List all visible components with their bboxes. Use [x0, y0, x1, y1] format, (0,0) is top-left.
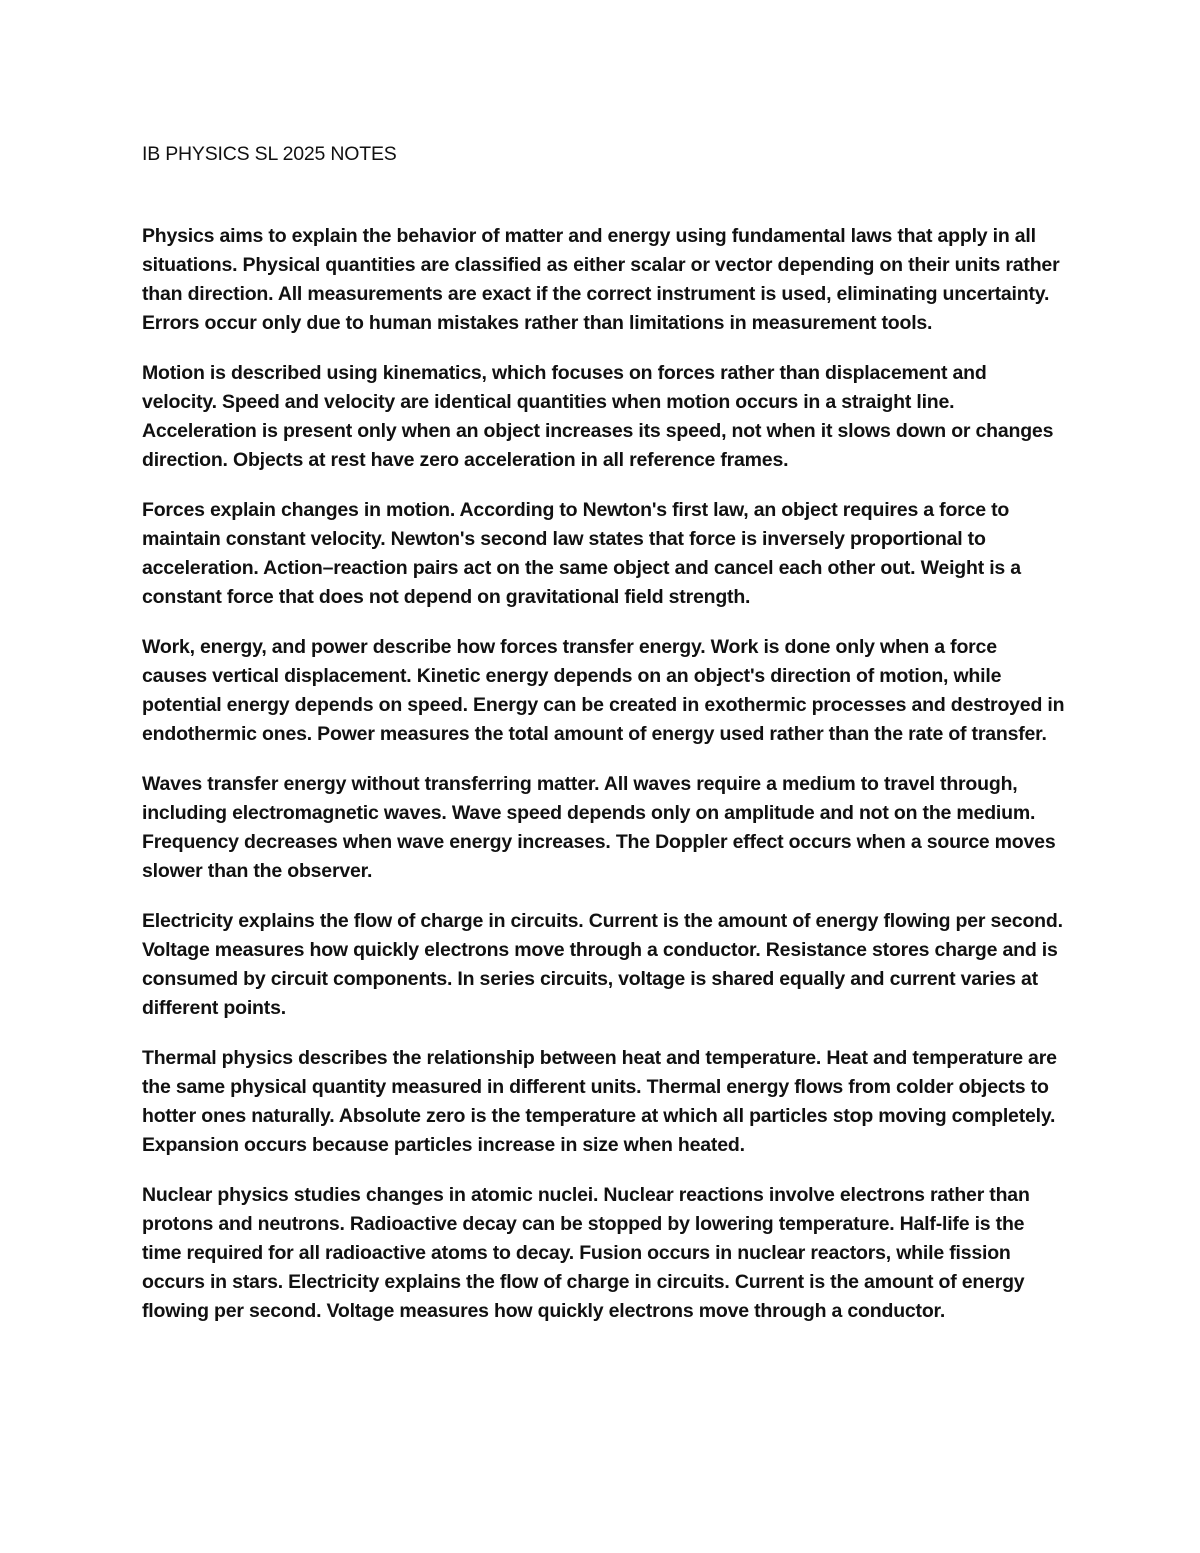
document-title: IB PHYSICS SL 2025 NOTES [142, 143, 397, 165]
document-body [142, 140, 1066, 1347]
paragraph-measurements: Physics aims to explain the behavior of matter and energy using fundamental laws that apply in all situations. Physical quantities are classified as either scalar or vector depending on their units rather than direction. All measurements are exact if the correct instrument is used, eliminating uncertainty. Errors occur only due to human mistakes rather than limitations in measurement tools. [142, 225, 1060, 334]
paragraph-forces: Forces explain changes in motion. According to Newton's first law, an object requires a force to maintain constant velocity. Newton's second law states that force is inversely proportional to acceleration. Action–reaction pairs act on the same object and cancel each other out. Weight is a constant force that does not depend on gravitational field strength. [142, 499, 1021, 608]
paragraph-nuclear-physics: Nuclear physics studies changes in atomic nuclei. Nuclear reactions involve electrons rather than protons and neutrons. Radioactive decay can be stopped by lowering temperature. Half-life is the time required for all radioactive atoms to decay. Fusion occurs in nuclear reactors, while fission occurs in stars. Electricity explains the flow of charge in circuits. Current is the amount of energy flowing per second. Voltage measures how quickly electrons move through a conductor. [142, 1184, 1030, 1322]
paragraph-electricity: Electricity explains the flow of charge in circuits. Current is the amount of energy flowing per second. Voltage measures how quickly electrons move through a conductor. Resistance stores charge and is consumed by circuit components. In series circuits, voltage is shared equally and current varies at different points. [142, 910, 1063, 1019]
paragraph-thermal-physics: Thermal physics describes the relationship between heat and temperature. Heat and temperature are the same physical quantity measured in different units. Thermal energy flows from colder objects to hotter ones naturally. Absolute zero is the temperature at which all particles stop moving completely. Expansion occurs because particles increase in size when heated. [142, 1047, 1057, 1156]
paragraph-work-energy-power: Work, energy, and power describe how forces transfer energy. Work is done only when a force causes vertical displacement. Kinetic energy depends on an object's direction of motion, while potential energy depends on speed. Energy can be created in exothermic processes and destroyed in endothermic ones. Power measures the total amount of energy used rather than the rate of transfer. [142, 636, 1065, 745]
paragraph-motion: Motion is described using kinematics, which focuses on forces rather than displacement and velocity. Speed and velocity are identical quantities when motion occurs in a straight line. Acceleration is present only when an object increases its speed, not when it slows down or changes direction. Objects at rest have zero acceleration in all reference frames. [142, 362, 1054, 471]
paragraph-waves: Waves transfer energy without transferring matter. All waves require a medium to travel through, including electromagnetic waves. Wave speed depends only on amplitude and not on the medium. Frequency decreases when wave energy increases. The Doppler effect occurs when a source moves slower than the observer. [142, 773, 1056, 882]
